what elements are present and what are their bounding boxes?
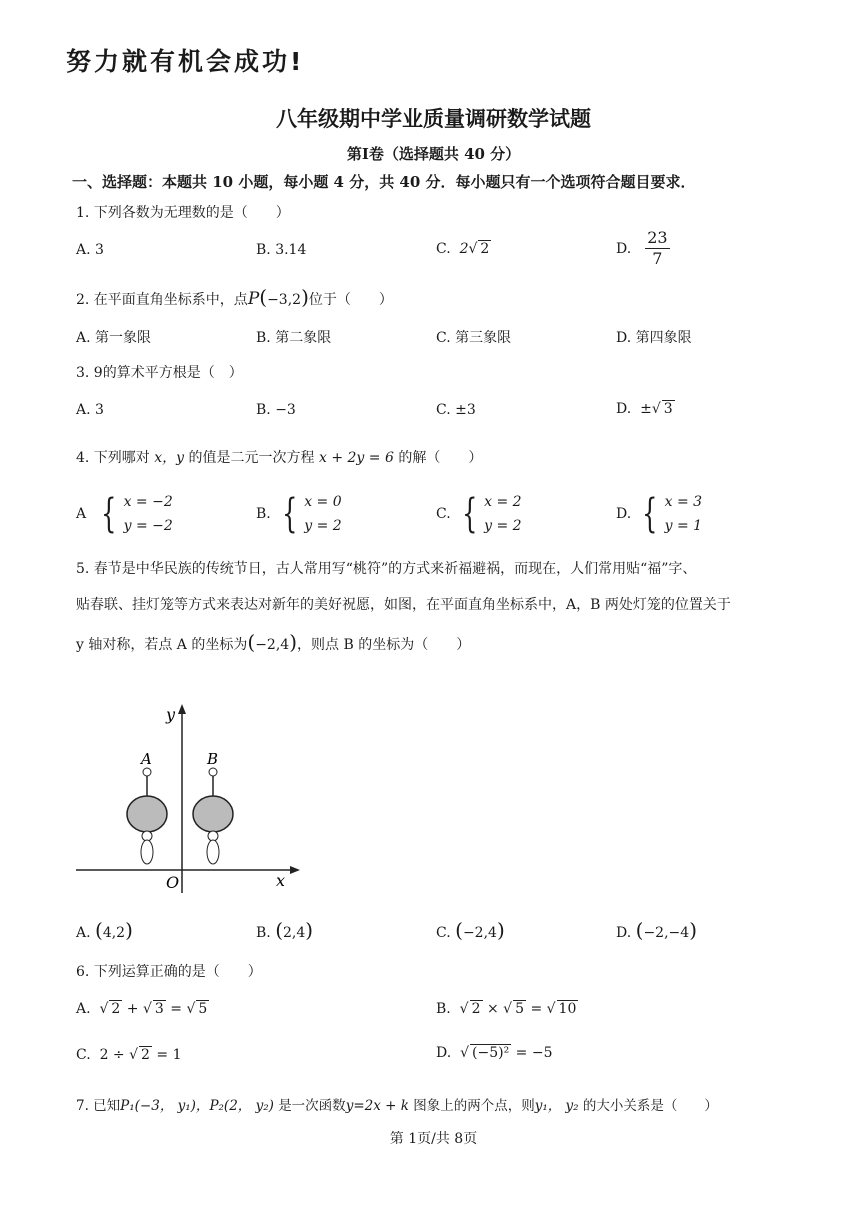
q1-option-a: A. 3 (76, 242, 104, 258)
q3-option-c: C. ±3 (436, 402, 476, 418)
page-footer: 第 1页/共 8页 (389, 1131, 478, 1147)
q2-option-d: D. 第四象限 (616, 330, 692, 346)
q3-option-b: B. −3 (256, 402, 296, 418)
question-6-stem: 6. 下列运算正确的是（ ） (76, 964, 262, 980)
question-5-line-1: 5. 春节是中华民族的传统节日，古人常用写“桃符”的方式来祈福避祸，而现在，人们常用贴“福”字、 (76, 561, 697, 577)
y-axis-arrow (178, 704, 186, 714)
q4-option-b: B. { x = 0 y = 2 (256, 491, 342, 537)
question-1-stem: 1. 下列各数为无理数的是（ ） (76, 205, 290, 221)
question-5-line-3: y 轴对称，若点 A 的坐标为(−2,4)，则点 B 的坐标为（ ） (76, 630, 471, 654)
q5-option-c: C. (−2,4) (436, 918, 505, 942)
q5-option-a: A. (4,2) (76, 918, 133, 942)
lantern-a (127, 750, 167, 864)
q3-option-d: D. ±√ 3 (616, 401, 673, 417)
question-5-line-2: 贴春联、挂灯笼等方式来表达对新年的美好祝愿，如图，在平面直角坐标系中，A，B 两处灯笼的位置关于 (76, 597, 731, 613)
origin-label: O (166, 873, 180, 892)
question-3-stem: 3. 9的算术平方根是（ ） (76, 365, 243, 381)
fraction: $\frac{23}{7}$ (647, 228, 668, 268)
motto: 努力就有机会成功! (66, 47, 305, 76)
y-axis-label: y (166, 705, 176, 724)
q5-option-b: B. (2,4) (256, 918, 314, 942)
q6-option-c: C. 2 ÷ √ 2 = 1 (76, 1047, 182, 1063)
q6-option-d: D. √ (−5)² = −5 (436, 1045, 553, 1061)
q1-option-d: D. $\frac{23}{7}$ (616, 228, 668, 268)
q3-option-a: A. 3 (76, 402, 104, 418)
lantern-a-label: A (141, 750, 152, 768)
q1-option-b: B. 3.14 (256, 242, 307, 258)
q6-option-a: A. √ 2 + √ 3 = √ 5 (76, 1001, 208, 1017)
question-2-stem: 2. 在平面直角坐标系中，点P(−3,2)位于（ ） (76, 285, 393, 309)
lantern-b (193, 750, 233, 864)
question-7-stem: 7. 已知P₁(−3， y₁)，P₂(2， y₂) 是一次函数y=2x + k 图象上的两个点，则y₁， y₂ 的大小关系是（ ） (76, 1098, 718, 1114)
section-heading: 一、选择题：本题共 10 小题，每小题 4 分，共 40 分．每小题只有一个选项符合题目要求． (72, 173, 696, 191)
x-axis-arrow (290, 866, 300, 874)
exam-subtitle: 第Ⅰ卷（选择题共 40 分） (346, 145, 521, 163)
q2-option-b: B. 第二象限 (256, 330, 332, 346)
lantern-b-label: B (207, 750, 219, 768)
q4-option-d: D. { x = 3 y = 1 (616, 491, 703, 537)
q4-option-a: A { x = −2 y = −2 (76, 491, 173, 537)
lantern-coordinate-figure (70, 700, 310, 900)
x-axis-label: x (276, 871, 286, 890)
q4-option-c: C. { x = 2 y = 2 (436, 491, 522, 537)
q5-option-d: D. (−2,−4) (616, 918, 697, 942)
question-4-stem: 4. 下列哪对 x，y 的值是二元一次方程 x + 2y = 6 的解（ ） (76, 450, 483, 466)
q2-option-a: A. 第一象限 (76, 330, 152, 346)
q2-option-c: C. 第三象限 (436, 330, 512, 346)
q6-option-b: B. √ 2 × √ 5 = √ 10 (436, 1001, 577, 1017)
exam-title: 八年级期中学业质量调研数学试题 (276, 106, 591, 131)
q1-option-c: C. 2√ 2 (436, 241, 490, 257)
